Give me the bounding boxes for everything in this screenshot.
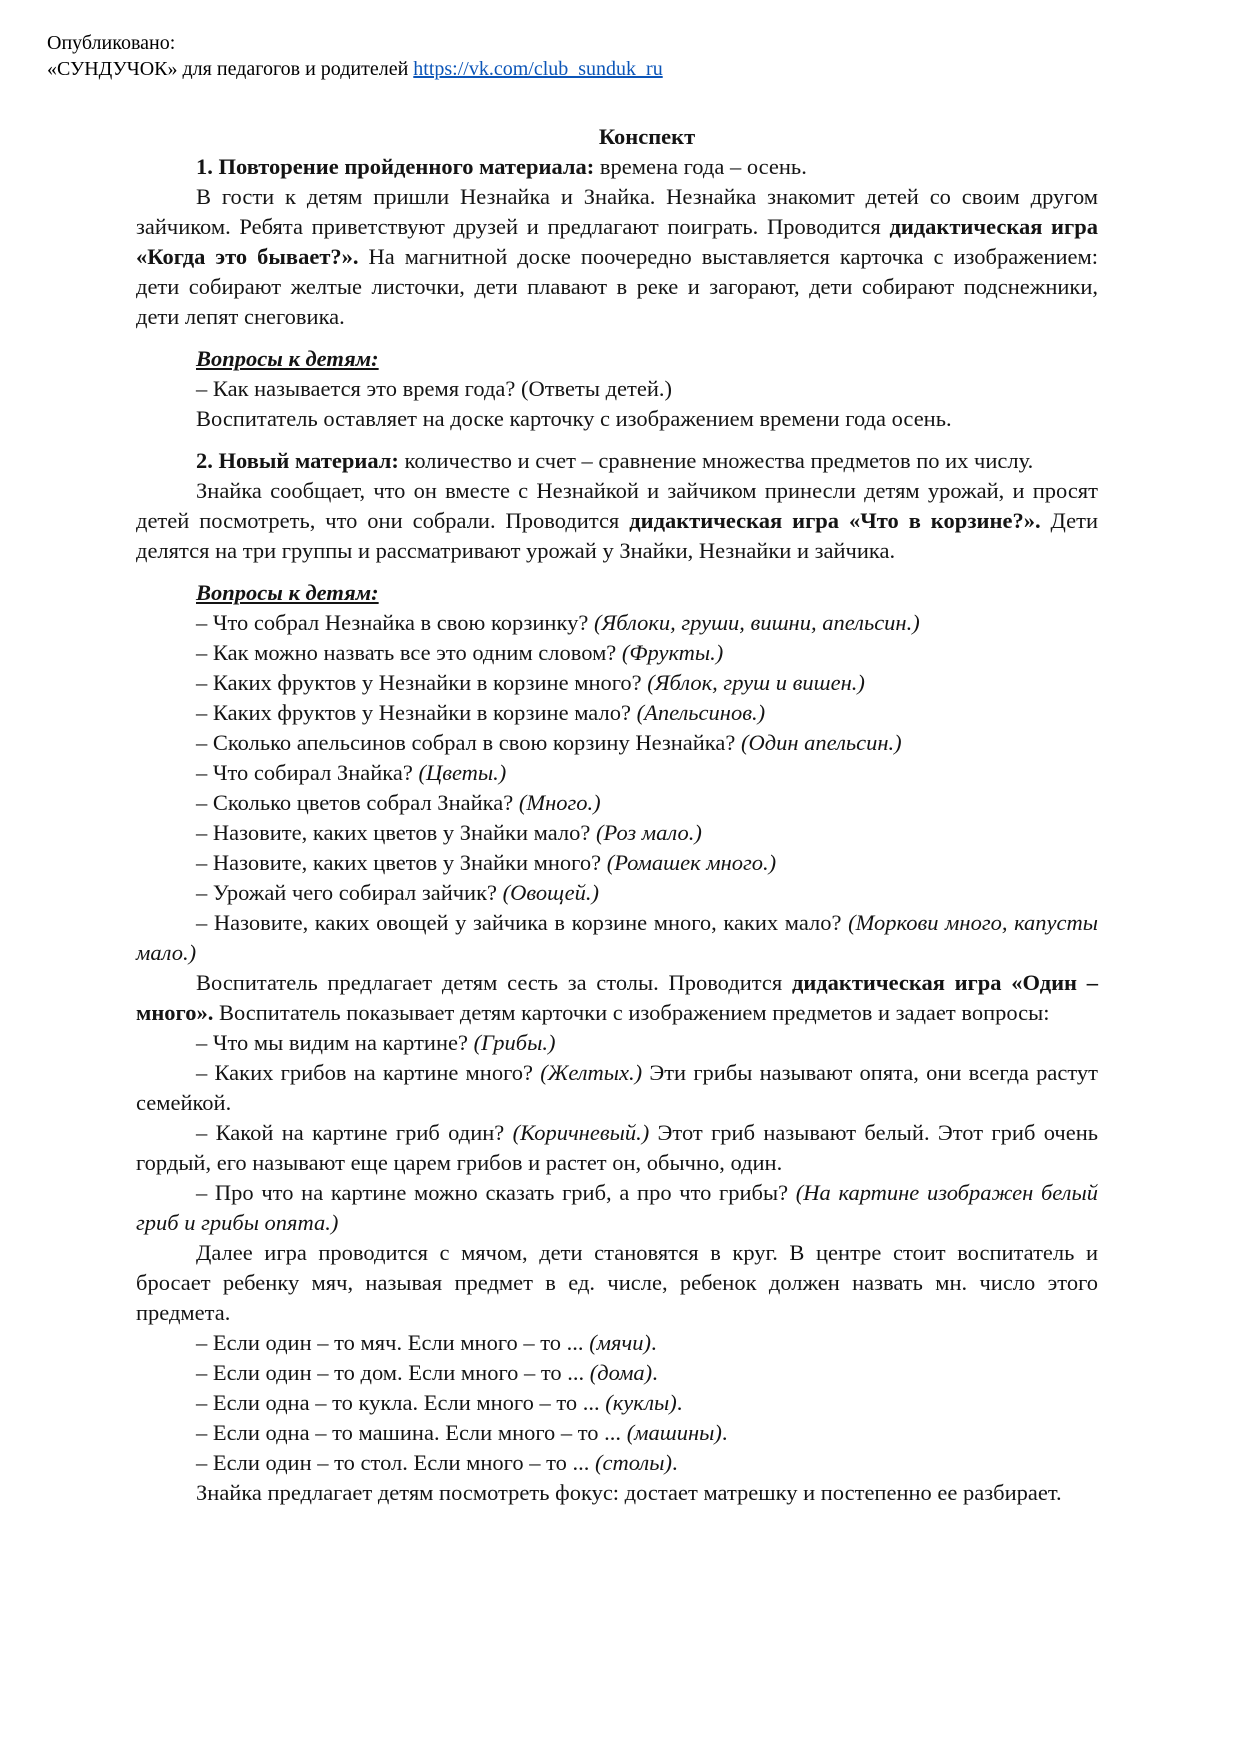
prompt-text: – Если одна – то машина. Если много – то ... <box>196 1420 627 1445</box>
expected-answer: (Фрукты.) <box>621 640 724 665</box>
mushroom-question-list <box>136 1028 1098 1238</box>
text-run: Воспитатель предлагает детям сесть за столы. Проводится <box>196 970 792 995</box>
ball-game-line <box>136 1448 1098 1478</box>
text-run: Знайка сообщает, что он вместе с Незнайкой и зайчиком принесли детям урожай, и просят детей посмотреть, что они собрали. Проводится <box>136 478 1098 533</box>
text-run: В гости к детям пришли Незнайка и Знайка. Незнайка знакомит детей со своим другом зайчиком. Ребята приветствуют друзей и предлагают поиграть. Проводится <box>136 184 1098 239</box>
prompt-text: – Если один – то дом. Если много – то ... <box>196 1360 590 1385</box>
publication-header <box>47 30 663 82</box>
source-line <box>47 56 663 82</box>
punctuation: . <box>671 1450 678 1475</box>
expected-answer: (куклы) <box>605 1390 677 1415</box>
punctuation: . <box>652 1360 658 1385</box>
expected-answer: (Яблоки, груши, вишни, апельсин.) <box>593 610 920 635</box>
text-run: На магнитной доске поочередно выставляется карточка с изображением: дети собирают желтые листочки, дети плавают в реке и загорают, дети собирают подснежники, дети лепят снеговика. <box>136 244 1098 329</box>
expected-answer: (Коричневый.) <box>512 1120 650 1145</box>
questions-heading: Вопросы к детям: <box>196 346 379 371</box>
game-title: дидактическая игра «Когда это бывает?». <box>136 214 1099 269</box>
source-link[interactable]: https://vk.com/club_sunduk_ru <box>413 58 663 80</box>
question-line <box>136 758 1098 788</box>
section2-paragraph <box>136 476 1098 566</box>
question-line <box>136 878 1098 908</box>
expected-answer: (Овощей.) <box>502 880 600 905</box>
question-text: – Что мы видим на картине? <box>196 1030 474 1055</box>
closing-paragraph: Знайка предлагает детям посмотреть фокус: достает матрешку и постепенно ее разбирает. <box>196 1480 1062 1505</box>
question-line: – Как называется это время года? (Ответы детей.) <box>196 376 673 401</box>
question-text: – Назовите, каких овощей у зайчика в корзине много, каких мало? <box>196 910 849 935</box>
question-line <box>136 788 1098 818</box>
ball-game-paragraph: Далее игра проводится с мячом, дети становятся в круг. В центре стоит воспитатель и бросает ребенку мяч, называя предмет в ед. числе, ребенок должен назвать мн. число этого предмета. <box>136 1240 1098 1325</box>
expected-answer: (дома) <box>589 1360 653 1385</box>
expected-answer: (Роз мало.) <box>596 820 702 845</box>
question-line <box>136 1058 1098 1118</box>
document-title: Конспект <box>598 124 696 149</box>
punctuation: . <box>650 1330 657 1355</box>
ball-game-line <box>136 1388 1098 1418</box>
section1-heading-rest: времена года – осень. <box>594 154 807 179</box>
section2-heading-bold: 2. Новый материал: <box>196 448 399 473</box>
expected-answer: (Грибы.) <box>473 1030 556 1055</box>
ball-game-line <box>136 1328 1098 1358</box>
question-line <box>136 848 1098 878</box>
section1-heading-bold: 1. Повторение пройденного материала: <box>196 154 595 179</box>
questions-heading: Вопросы к детям: <box>196 580 379 605</box>
question-line <box>136 1028 1098 1058</box>
question-text: – Каких фруктов у Незнайки в корзине много? <box>196 670 648 695</box>
text-run: Воспитатель показывает детям карточки с изображением предметов и задает вопросы: <box>213 1000 1050 1025</box>
question-text: – Что собрал Незнайка в свою корзинку? <box>196 610 594 635</box>
expected-answer: (Апельсинов.) <box>636 700 766 725</box>
document-body <box>136 122 1098 1508</box>
question-line <box>136 1178 1098 1238</box>
question-line <box>136 668 1098 698</box>
question-text: – Сколько апельсинов собрал в свою корзину Незнайка? <box>196 730 741 755</box>
game-title: дидактическая игра «Один – много». <box>136 970 1098 1025</box>
section1-heading <box>136 152 1098 182</box>
text-run: Дети делятся на три группы и рассматривают урожай у Знайки, Незнайки и зайчика. <box>136 508 1099 563</box>
question-text: – Про что на картине можно сказать гриб, а про что грибы? <box>196 1180 796 1205</box>
question-line <box>136 698 1098 728</box>
expected-answer: (Желтых.) <box>540 1060 643 1085</box>
expected-answer: (Один апельсин.) <box>740 730 902 755</box>
question-text: – Что собирал Знайка? <box>196 760 419 785</box>
expected-answer: (Яблок, груш и вишен.) <box>647 670 865 695</box>
question-line <box>136 728 1098 758</box>
prompt-text: – Если одна – то кукла. Если много – то ... <box>196 1390 606 1415</box>
expected-answer: (Цветы.) <box>418 760 507 785</box>
question-line <box>136 608 1098 638</box>
question-text: – Назовите, каких цветов у Знайки много? <box>196 850 607 875</box>
teacher-note: Воспитатель оставляет на доске карточку с изображением времени года осень. <box>196 406 952 431</box>
expected-answer: (столы) <box>594 1450 672 1475</box>
prompt-text: – Если один – то мяч. Если много – то ... <box>196 1330 590 1355</box>
question-line <box>136 1118 1098 1178</box>
punctuation: . <box>721 1420 728 1445</box>
source-text: «СУНДУЧОК» для педагогов и родителей <box>47 58 414 80</box>
question-text: – Урожай чего собирал зайчик? <box>196 880 503 905</box>
game-title: дидактическая игра «Что в корзине?». <box>629 508 1041 533</box>
expected-answer: (На картине изображен белый гриб и грибы опята.) <box>136 1180 1098 1235</box>
section2-heading <box>136 446 1098 476</box>
ball-game-line <box>136 1358 1098 1388</box>
punctuation: . <box>676 1390 683 1415</box>
question-line <box>136 818 1098 848</box>
teacher-comment: Этот гриб называют белый. Этот гриб очень гордый, его называют еще царем грибов и растет он, обычно, один. <box>136 1120 1098 1175</box>
published-label: Опубликовано: <box>47 32 176 54</box>
question-text: – Каких фруктов у Незнайки в корзине мало? <box>196 700 637 725</box>
question-line <box>136 908 1098 968</box>
question-text: – Каких грибов на картине много? <box>196 1060 541 1085</box>
question-list <box>136 608 1098 968</box>
expected-answer: (мячи) <box>589 1330 651 1355</box>
question-text: – Сколько цветов собрал Знайка? <box>196 790 519 815</box>
ball-game-line <box>136 1418 1098 1448</box>
question-text: – Какой на картине гриб один? <box>196 1120 513 1145</box>
section2-heading-rest: количество и счет – сравнение множества предметов по их числу. <box>398 448 1034 473</box>
expected-answer: (Много.) <box>518 790 601 815</box>
expected-answer: (Моркови много, капусты мало.) <box>136 910 1098 965</box>
question-text: – Назовите, каких цветов у Знайки мало? <box>196 820 597 845</box>
prompt-text: – Если один – то стол. Если много – то ... <box>196 1450 595 1475</box>
expected-answer: (Ромашек много.) <box>606 850 777 875</box>
section1-paragraph <box>136 182 1098 332</box>
ball-game-list <box>136 1328 1098 1478</box>
teacher-comment: Эти грибы называют опята, они всегда растут семейкой. <box>136 1060 1098 1115</box>
question-line <box>136 638 1098 668</box>
game-paragraph <box>136 968 1098 1028</box>
question-text: – Как можно назвать все это одним словом? <box>196 640 622 665</box>
expected-answer: (машины) <box>626 1420 722 1445</box>
